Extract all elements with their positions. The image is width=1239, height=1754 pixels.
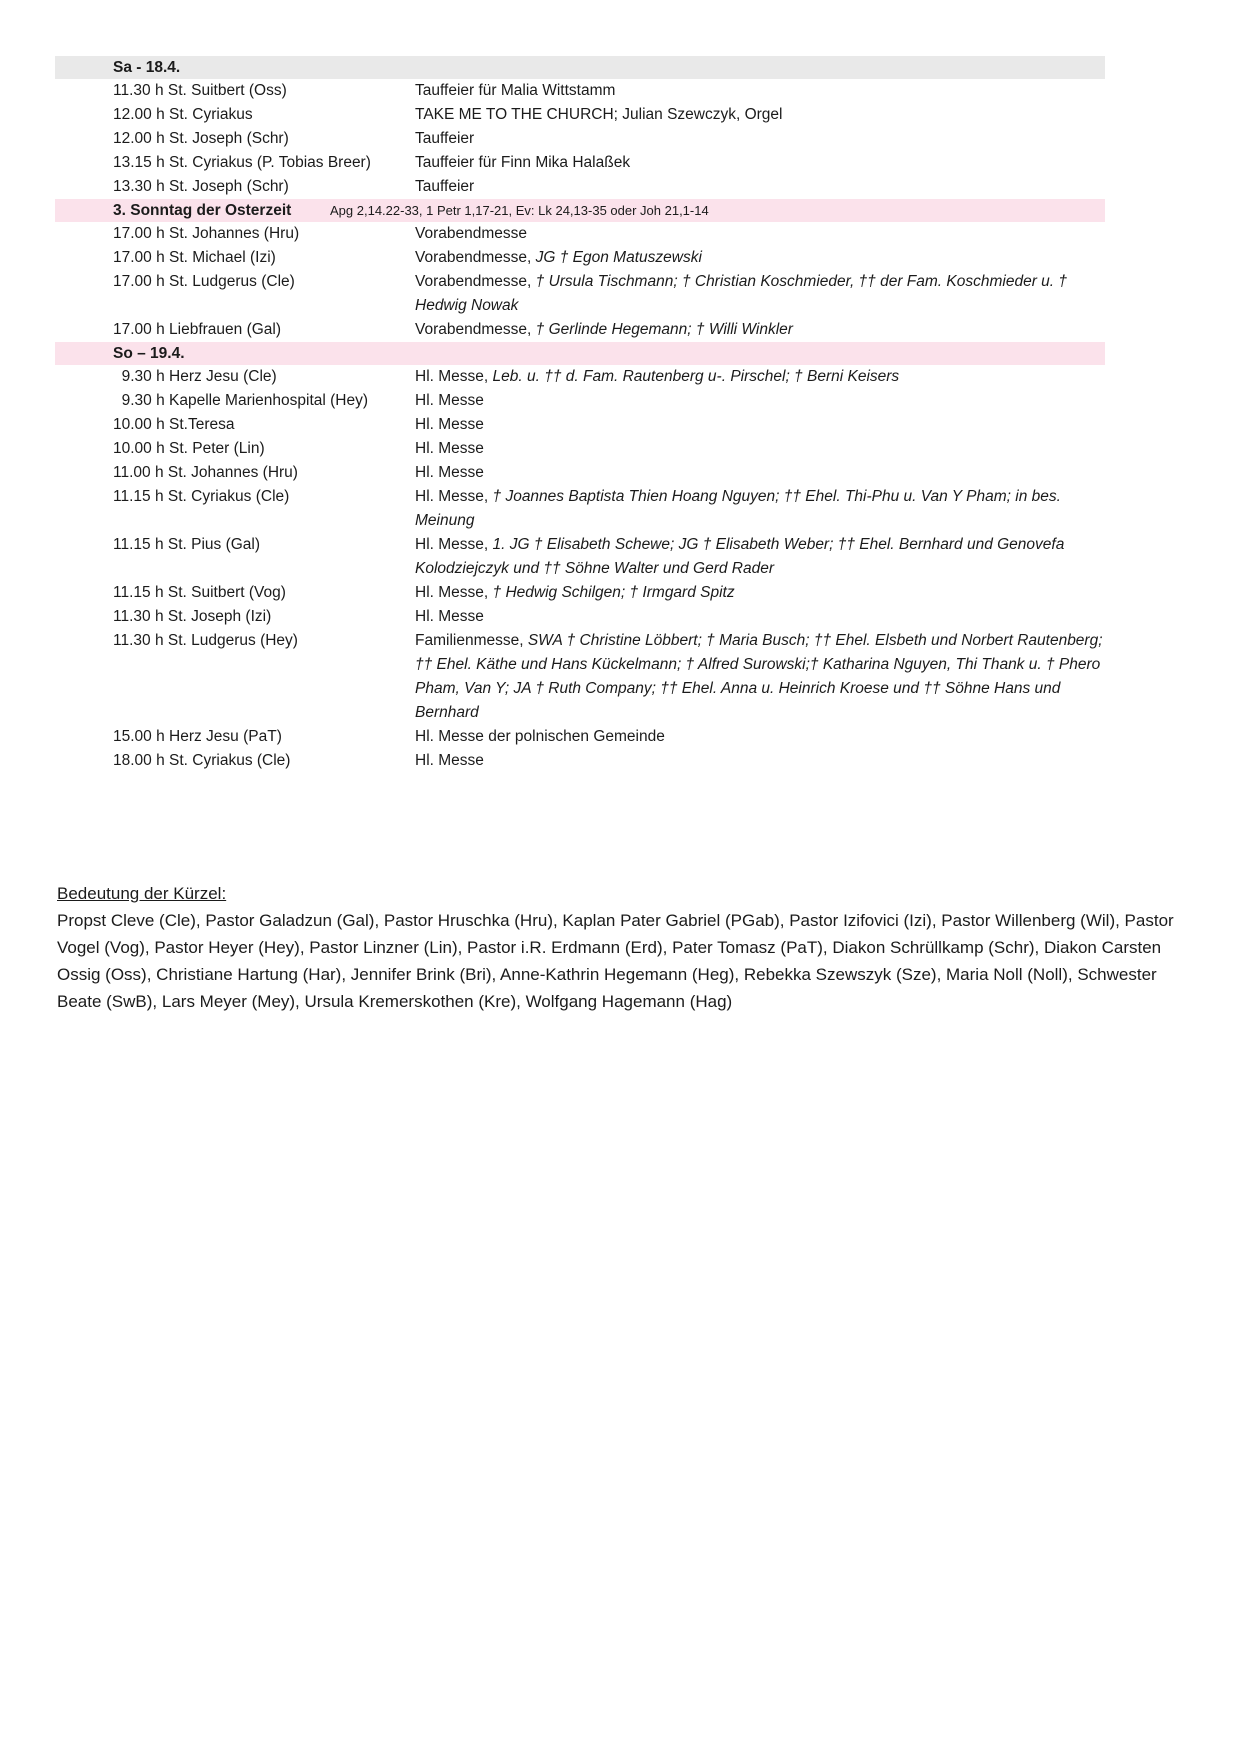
row-description (415, 365, 1105, 389)
row-description (415, 222, 1105, 246)
row-time: 18.00 h St. Cyriakus (Cle) (113, 752, 291, 769)
row-service-text: Hl. Messe der polnischen Gemeinde (415, 728, 665, 745)
row-time: 13.15 h St. Cyriakus (P. Tobias Breer) (113, 154, 371, 171)
row-description (415, 318, 1105, 342)
row-description (415, 270, 1105, 318)
row-time: 10.00 h St.Teresa (113, 416, 235, 433)
schedule-section-so-19-4 (55, 342, 1105, 773)
section-header (55, 56, 1105, 79)
schedule-row (55, 222, 1105, 246)
row-description (415, 437, 1105, 461)
row-description (415, 533, 1105, 581)
schedule-row (55, 389, 1105, 413)
row-service-text: Hl. Messe (415, 752, 484, 769)
row-description (415, 246, 1105, 270)
row-intentions-text: † Gerlinde Hegemann; † Willi Winkler (535, 321, 793, 338)
row-service-text: Hl. Messe (415, 440, 484, 457)
schedule-row (55, 246, 1105, 270)
row-time: 11.30 h St. Ludgerus (Hey) (113, 632, 298, 649)
schedule-row (55, 127, 1105, 151)
legend-title: Bedeutung der Kürzel: (57, 884, 227, 903)
row-description (415, 629, 1105, 725)
row-service-text: Hl. Messe, (415, 536, 493, 553)
schedule-row (55, 79, 1105, 103)
row-time: 9.30 h Kapelle Marienhospital (Hey) (113, 392, 369, 409)
schedule-row (55, 485, 1105, 533)
row-service-text: Hl. Messe (415, 608, 484, 625)
row-service-text: Vorabendmesse, (415, 321, 536, 338)
row-intentions-text: † Joannes Baptista Thien Hoang Nguyen; †† Ehel. Thi-Phu u. Van Y Pham; in bes. Meinung (415, 488, 1061, 529)
row-time: 12.00 h St. Cyriakus (113, 106, 253, 123)
schedule-row (55, 413, 1105, 437)
section-title: So – 19.4. (113, 345, 185, 362)
schedule-row (55, 629, 1105, 725)
row-description (415, 389, 1105, 413)
row-service-text: Tauffeier (415, 178, 475, 195)
schedule-row (55, 581, 1105, 605)
row-service-text: Tauffeier für Malia Wittstamm (415, 82, 616, 99)
row-intentions-text: SWA † Christine Löbbert; † Maria Busch; †† Ehel. Elsbeth und Norbert Rautenberg; †† Ehel. Käthe und Hans Kückelmann; † Alfred Surowski;† Katharina Nguyen, Thi Thank u. † Phero Pham, Van Y; JA † Ruth Company; †† Ehel. Anna u. Heinrich Kroese und †† Söhne Hans und Bernhard (415, 632, 1103, 721)
row-time: 17.00 h Liebfrauen (Gal) (113, 321, 282, 338)
row-service-text: Hl. Messe, (415, 584, 493, 601)
row-service-text: Hl. Messe, (415, 488, 493, 505)
row-description (415, 581, 1105, 605)
schedule-row (55, 533, 1105, 581)
schedule-row (55, 461, 1105, 485)
row-service-text: Tauffeier (415, 130, 475, 147)
legend-body: Propst Cleve (Cle), Pastor Galadzun (Gal), Pastor Hruschka (Hru), Kaplan Pater Gabriel (PGab), Pastor Izifovici (Izi), Pastor Willenberg (Wil), Pastor Vogel (Vog), Pastor Heyer (Hey), Pastor Linzner (Lin), Pastor i.R. Erdmann (Erd), Pater Tomasz (PaT), Diakon Schrüllkamp (Schr), Diakon Carsten Ossig (Oss), Christiane Hartung (Har), Jennifer Brink (Bri), Anne-Kathrin Hegemann (Heg), Rebekka Szewszyk (Sze), Maria Noll (Noll), Schwester Beate (SwB), Lars Meyer (Mey), Ursula Kremerskothen (Kre), Wolfgang Hagemann (Hag) (57, 911, 1174, 1011)
row-intentions-text: † Ursula Tischmann; † Christian Koschmieder, †† der Fam. Koschmieder u. † Hedwig Nowak (415, 273, 1068, 314)
row-description (415, 413, 1105, 437)
schedule-row (55, 365, 1105, 389)
row-description (415, 485, 1105, 533)
section-readings: Apg 2,14.22-33, 1 Petr 1,17-21, Ev: Lk 24,13-35 oder Joh 21,1-14 (330, 203, 709, 218)
schedule-row (55, 103, 1105, 127)
schedule-row (55, 151, 1105, 175)
legend (57, 880, 1192, 1015)
row-time: 11.30 h St. Suitbert (Oss) (113, 82, 287, 99)
schedule (55, 56, 1105, 773)
row-service-text: Hl. Messe, (415, 368, 493, 385)
row-time: 17.00 h St. Ludgerus (Cle) (113, 273, 295, 290)
section-header (55, 199, 1105, 222)
row-time: 12.00 h St. Joseph (Schr) (113, 130, 289, 147)
row-time: 11.15 h St. Pius (Gal) (113, 536, 261, 553)
row-service-text: Vorabendmesse (415, 225, 528, 242)
row-description (415, 79, 1105, 103)
row-description (415, 175, 1105, 199)
row-time: 11.15 h St. Cyriakus (Cle) (113, 488, 290, 505)
schedule-row (55, 270, 1105, 318)
schedule-row (55, 318, 1105, 342)
section-header (55, 342, 1105, 365)
row-service-text: Familienmesse, (415, 632, 528, 649)
row-intentions-text: Leb. u. †† d. Fam. Rautenberg u-. Pirschel; † Berni Keisers (492, 368, 900, 385)
row-intentions-text: JG † Egon Matuszewski (535, 249, 702, 266)
row-time: 9.30 h Herz Jesu (Cle) (113, 368, 277, 385)
row-description (415, 127, 1105, 151)
row-service-text: Vorabendmesse, (415, 273, 536, 290)
schedule-row (55, 175, 1105, 199)
row-service-text: Vorabendmesse, (415, 249, 536, 266)
row-time: 11.30 h St. Joseph (Izi) (113, 608, 272, 625)
row-time: 15.00 h Herz Jesu (PaT) (113, 728, 282, 745)
row-description (415, 103, 1105, 127)
row-description (415, 605, 1105, 629)
schedule-row (55, 725, 1105, 749)
row-time: 11.00 h St. Johannes (Hru) (113, 464, 298, 481)
row-intentions-text: † Hedwig Schilgen; † Irmgard Spitz (492, 584, 735, 601)
row-description (415, 749, 1105, 773)
row-service-text: Hl. Messe (415, 416, 484, 433)
section-title: 3. Sonntag der Osterzeit (113, 202, 292, 219)
row-time: 13.30 h St. Joseph (Schr) (113, 178, 289, 195)
schedule-section-sonntag-3-osterzeit (55, 199, 1105, 342)
row-service-text: Tauffeier für Finn Mika Halaßek (415, 154, 631, 171)
schedule-section-sa-18-4 (55, 56, 1105, 199)
schedule-row (55, 749, 1105, 773)
row-service-text: Hl. Messe (415, 392, 484, 409)
row-service-text: Hl. Messe (415, 464, 484, 481)
row-description (415, 725, 1105, 749)
row-description (415, 461, 1105, 485)
schedule-row (55, 437, 1105, 461)
row-time: 17.00 h St. Johannes (Hru) (113, 225, 300, 242)
row-intentions-text: 1. JG † Elisabeth Schewe; JG † Elisabeth Weber; †† Ehel. Bernhard und Genovefa Kolodziejczyk und †† Söhne Walter und Gerd Rader (415, 536, 1065, 577)
schedule-row (55, 605, 1105, 629)
row-time: 10.00 h St. Peter (Lin) (113, 440, 265, 457)
row-time: 11.15 h St. Suitbert (Vog) (113, 584, 286, 601)
section-title: Sa - 18.4. (113, 59, 181, 76)
row-time: 17.00 h St. Michael (Izi) (113, 249, 276, 266)
row-description (415, 151, 1105, 175)
row-service-text: TAKE ME TO THE CHURCH; Julian Szewczyk, Orgel (415, 106, 783, 123)
